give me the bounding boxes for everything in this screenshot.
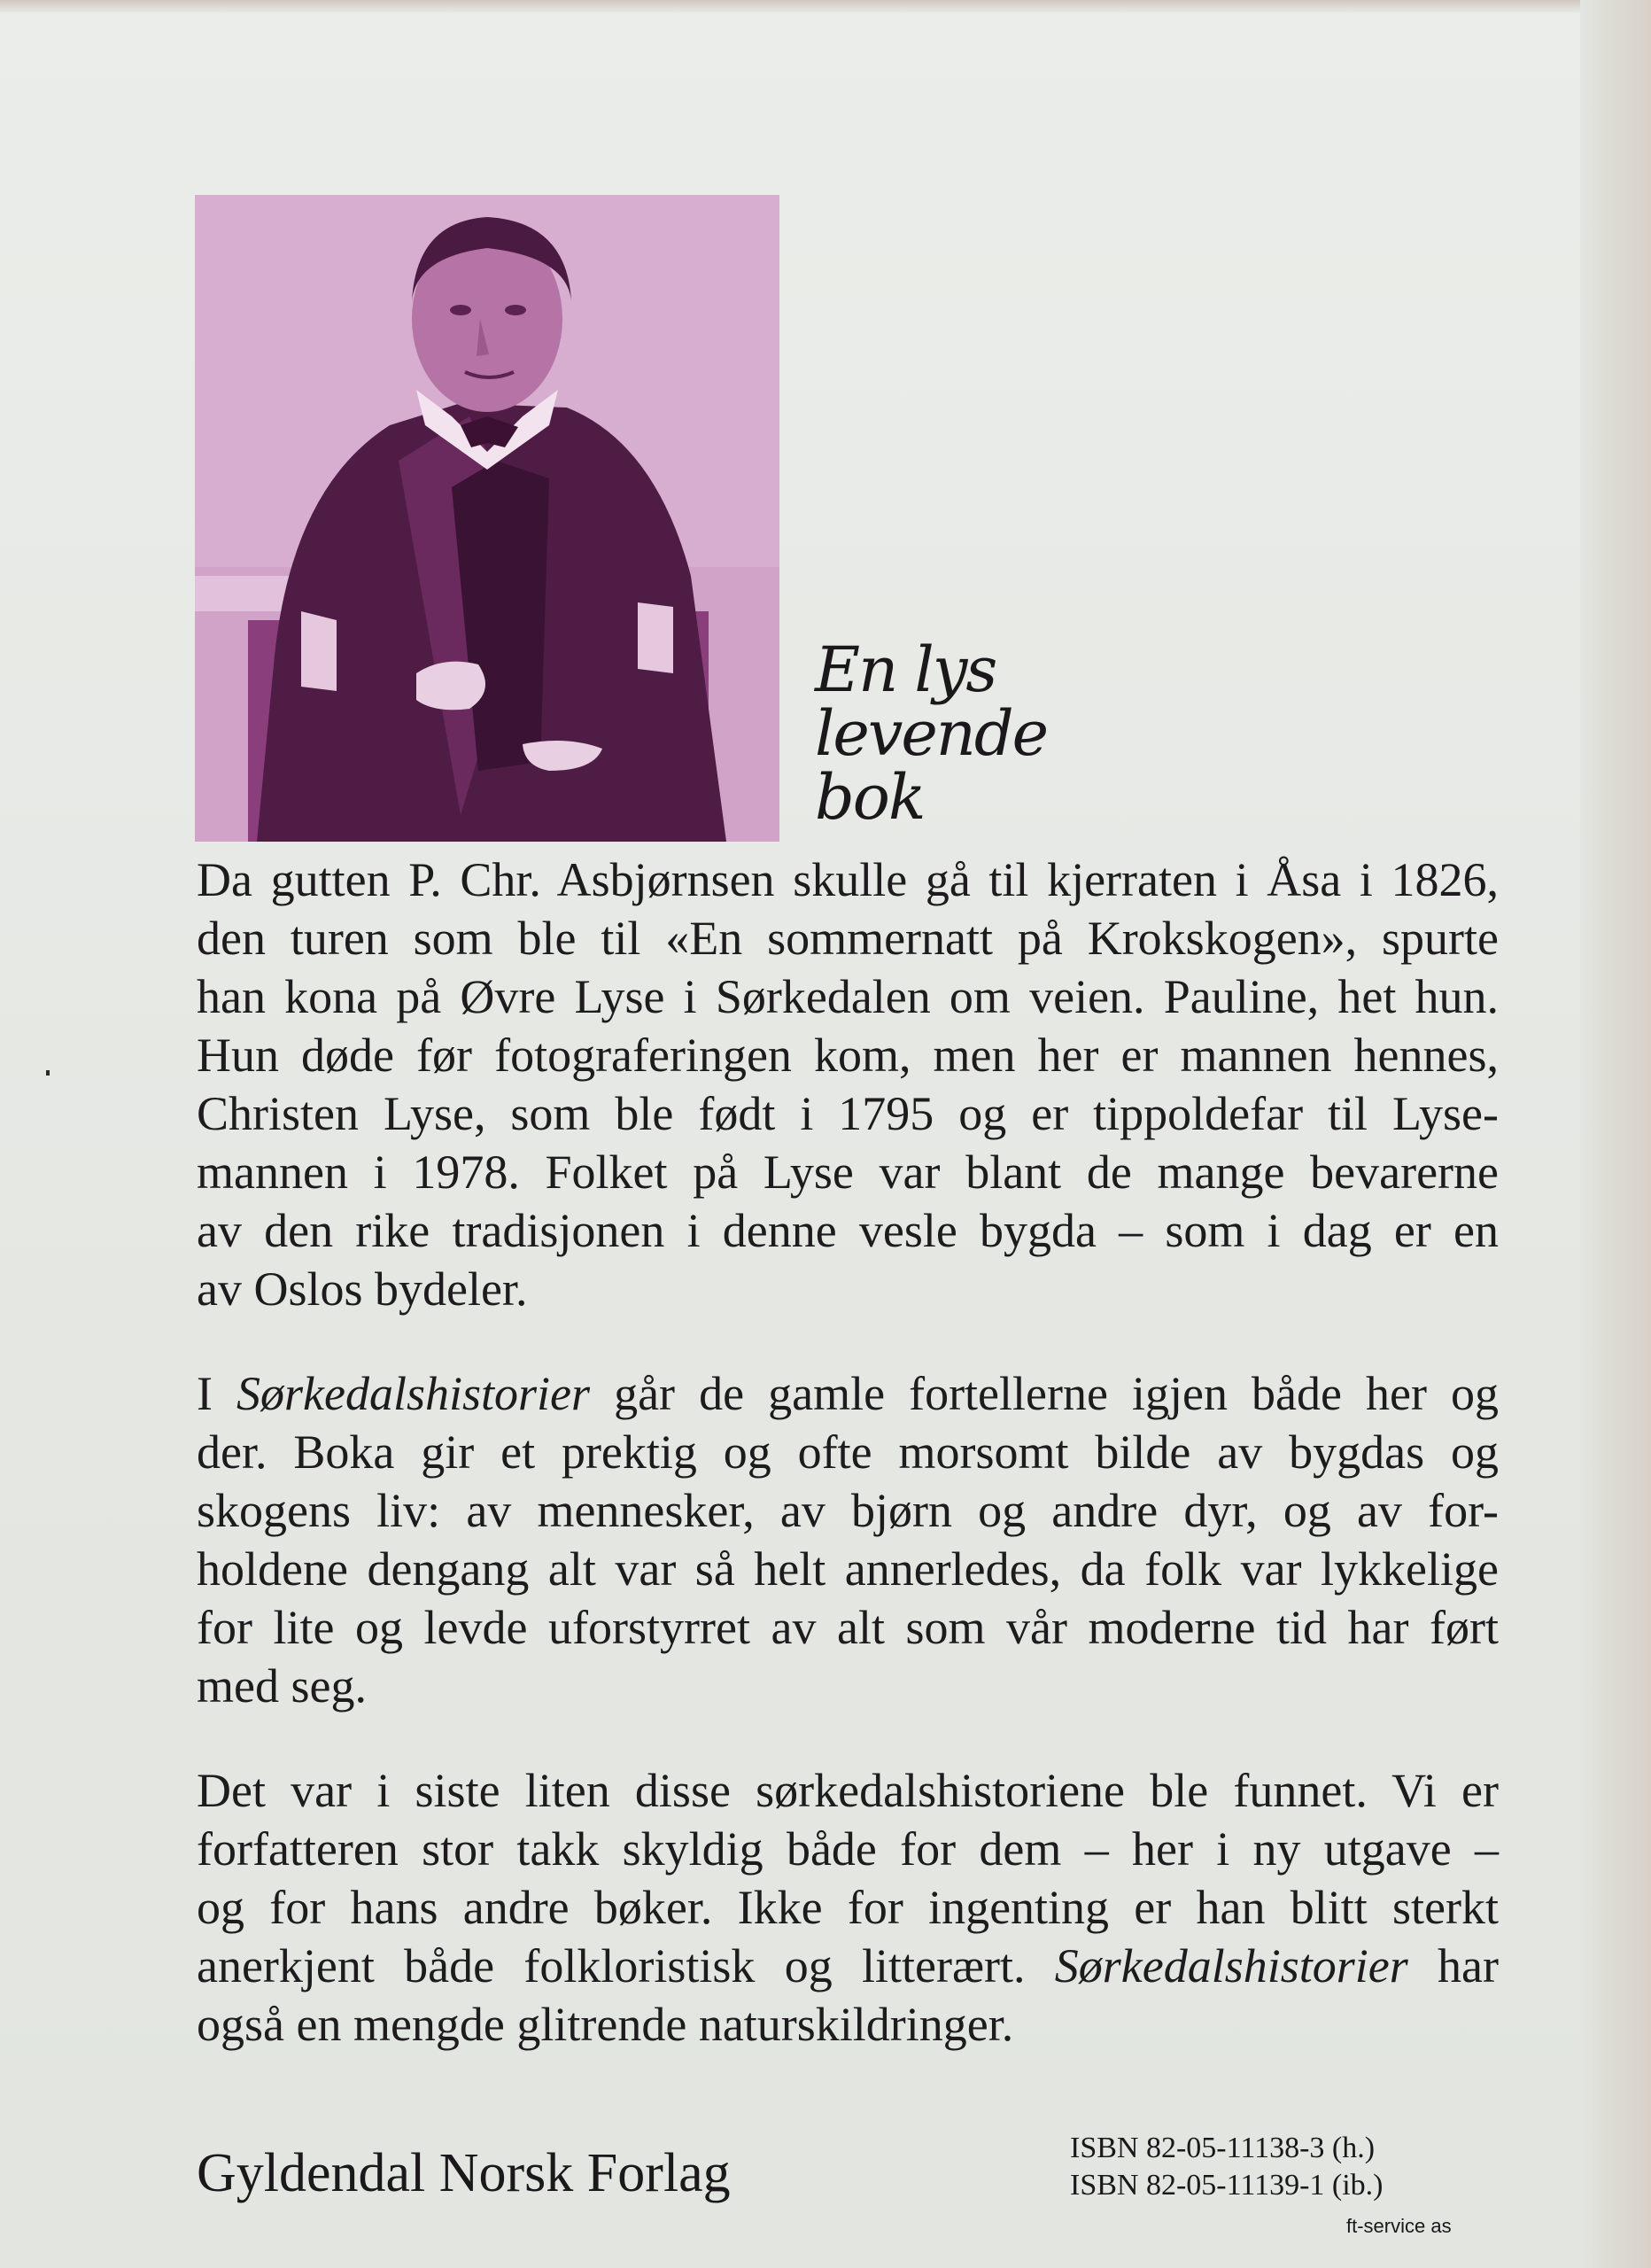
text-line: skogens liv: av mennesker, av bjørn og andre dyr, og av for- bbox=[197, 1484, 1499, 1537]
text-line: Hun døde før fotograferingen kom, men her er mannen hennes, bbox=[197, 1029, 1499, 1082]
text-line: også en mengde glitrende naturskildringer. bbox=[197, 1998, 1014, 2051]
text-line: mannen i 1978. Folket på Lyse var blant de mange bevarerne bbox=[197, 1146, 1499, 1199]
text-line: holdene dengang alt var så helt annerledes, da folk var lykkelige bbox=[197, 1542, 1499, 1596]
book-title: Sørkedalshistorier bbox=[236, 1367, 591, 1420]
text-span: har bbox=[1407, 1939, 1499, 1992]
text-line: han kona på Øvre Lyse i Sørkedalen om veien. Pauline, het hun. bbox=[197, 970, 1499, 1023]
paragraph-3 bbox=[197, 1761, 1499, 2054]
text-span: går de gamle fortellerne igjen både her og bbox=[590, 1367, 1499, 1420]
text-line: av den rike tradisjonen i denne vesle bygda – som i dag er en bbox=[197, 1204, 1499, 1257]
text-line: av Oslos bydeler. bbox=[197, 1262, 528, 1316]
portrait-photo-icon bbox=[195, 195, 779, 842]
text-line: Da gutten P. Chr. Asbjørnsen skulle gå til kjerraten i Åsa i 1826, bbox=[197, 853, 1499, 906]
tagline-line: bok bbox=[815, 761, 925, 834]
isbn-line: ISBN 82-05-11138-3 (h.) bbox=[1070, 2132, 1376, 2164]
printer-credit: ft-service as bbox=[1346, 2215, 1452, 2237]
blurb bbox=[197, 850, 1499, 2054]
text-line: Christen Lyse, som ble født i 1795 og er tippoldefar til Lyse- bbox=[197, 1087, 1499, 1140]
text-line: Det var i siste liten disse sørkedalshistoriene ble funnet. Vi er bbox=[197, 1764, 1499, 1817]
isbn-line: ISBN 82-05-11139-1 (ib.) bbox=[1070, 2169, 1384, 2202]
isbn-block bbox=[1070, 2130, 1495, 2204]
text-line: og for hans andre bøker. Ikke for ingenting er han blitt sterkt bbox=[197, 1881, 1499, 1934]
portrait-photo bbox=[195, 195, 779, 842]
paragraph-2 bbox=[197, 1364, 1499, 1715]
cover-top-edge bbox=[0, 0, 1651, 12]
text-line bbox=[197, 1937, 1499, 1995]
dust-speck bbox=[46, 1070, 50, 1076]
tagline-line: levende bbox=[815, 697, 1048, 770]
text-line: den turen som ble til «En sommernatt på Krokskogen», spurte bbox=[197, 912, 1499, 965]
text-line: der. Boka gir et prektig og ofte morsomt bilde av bygdas og bbox=[197, 1425, 1499, 1479]
publisher-name: Gyldendal Norsk Forlag bbox=[197, 2143, 731, 2203]
cover-right-edge bbox=[1580, 0, 1651, 2268]
book-title: Sørkedalshistorier bbox=[1054, 1939, 1408, 1992]
text-span: I bbox=[197, 1367, 237, 1420]
text-line: for lite og levde uforstyrret av alt som vår moderne tid har ført bbox=[197, 1601, 1499, 1654]
text-line bbox=[197, 1364, 1499, 1423]
text-line: med seg. bbox=[197, 1659, 367, 1713]
tagline-line: En lys bbox=[815, 633, 996, 706]
text-line: forfatteren stor takk skyldig både for dem – her i ny utgave – bbox=[197, 1822, 1499, 1876]
paragraph-1 bbox=[197, 850, 1499, 1318]
tagline bbox=[815, 633, 1081, 834]
text-span: anerkjent både folkloristisk og litterært. bbox=[197, 1939, 1055, 1992]
